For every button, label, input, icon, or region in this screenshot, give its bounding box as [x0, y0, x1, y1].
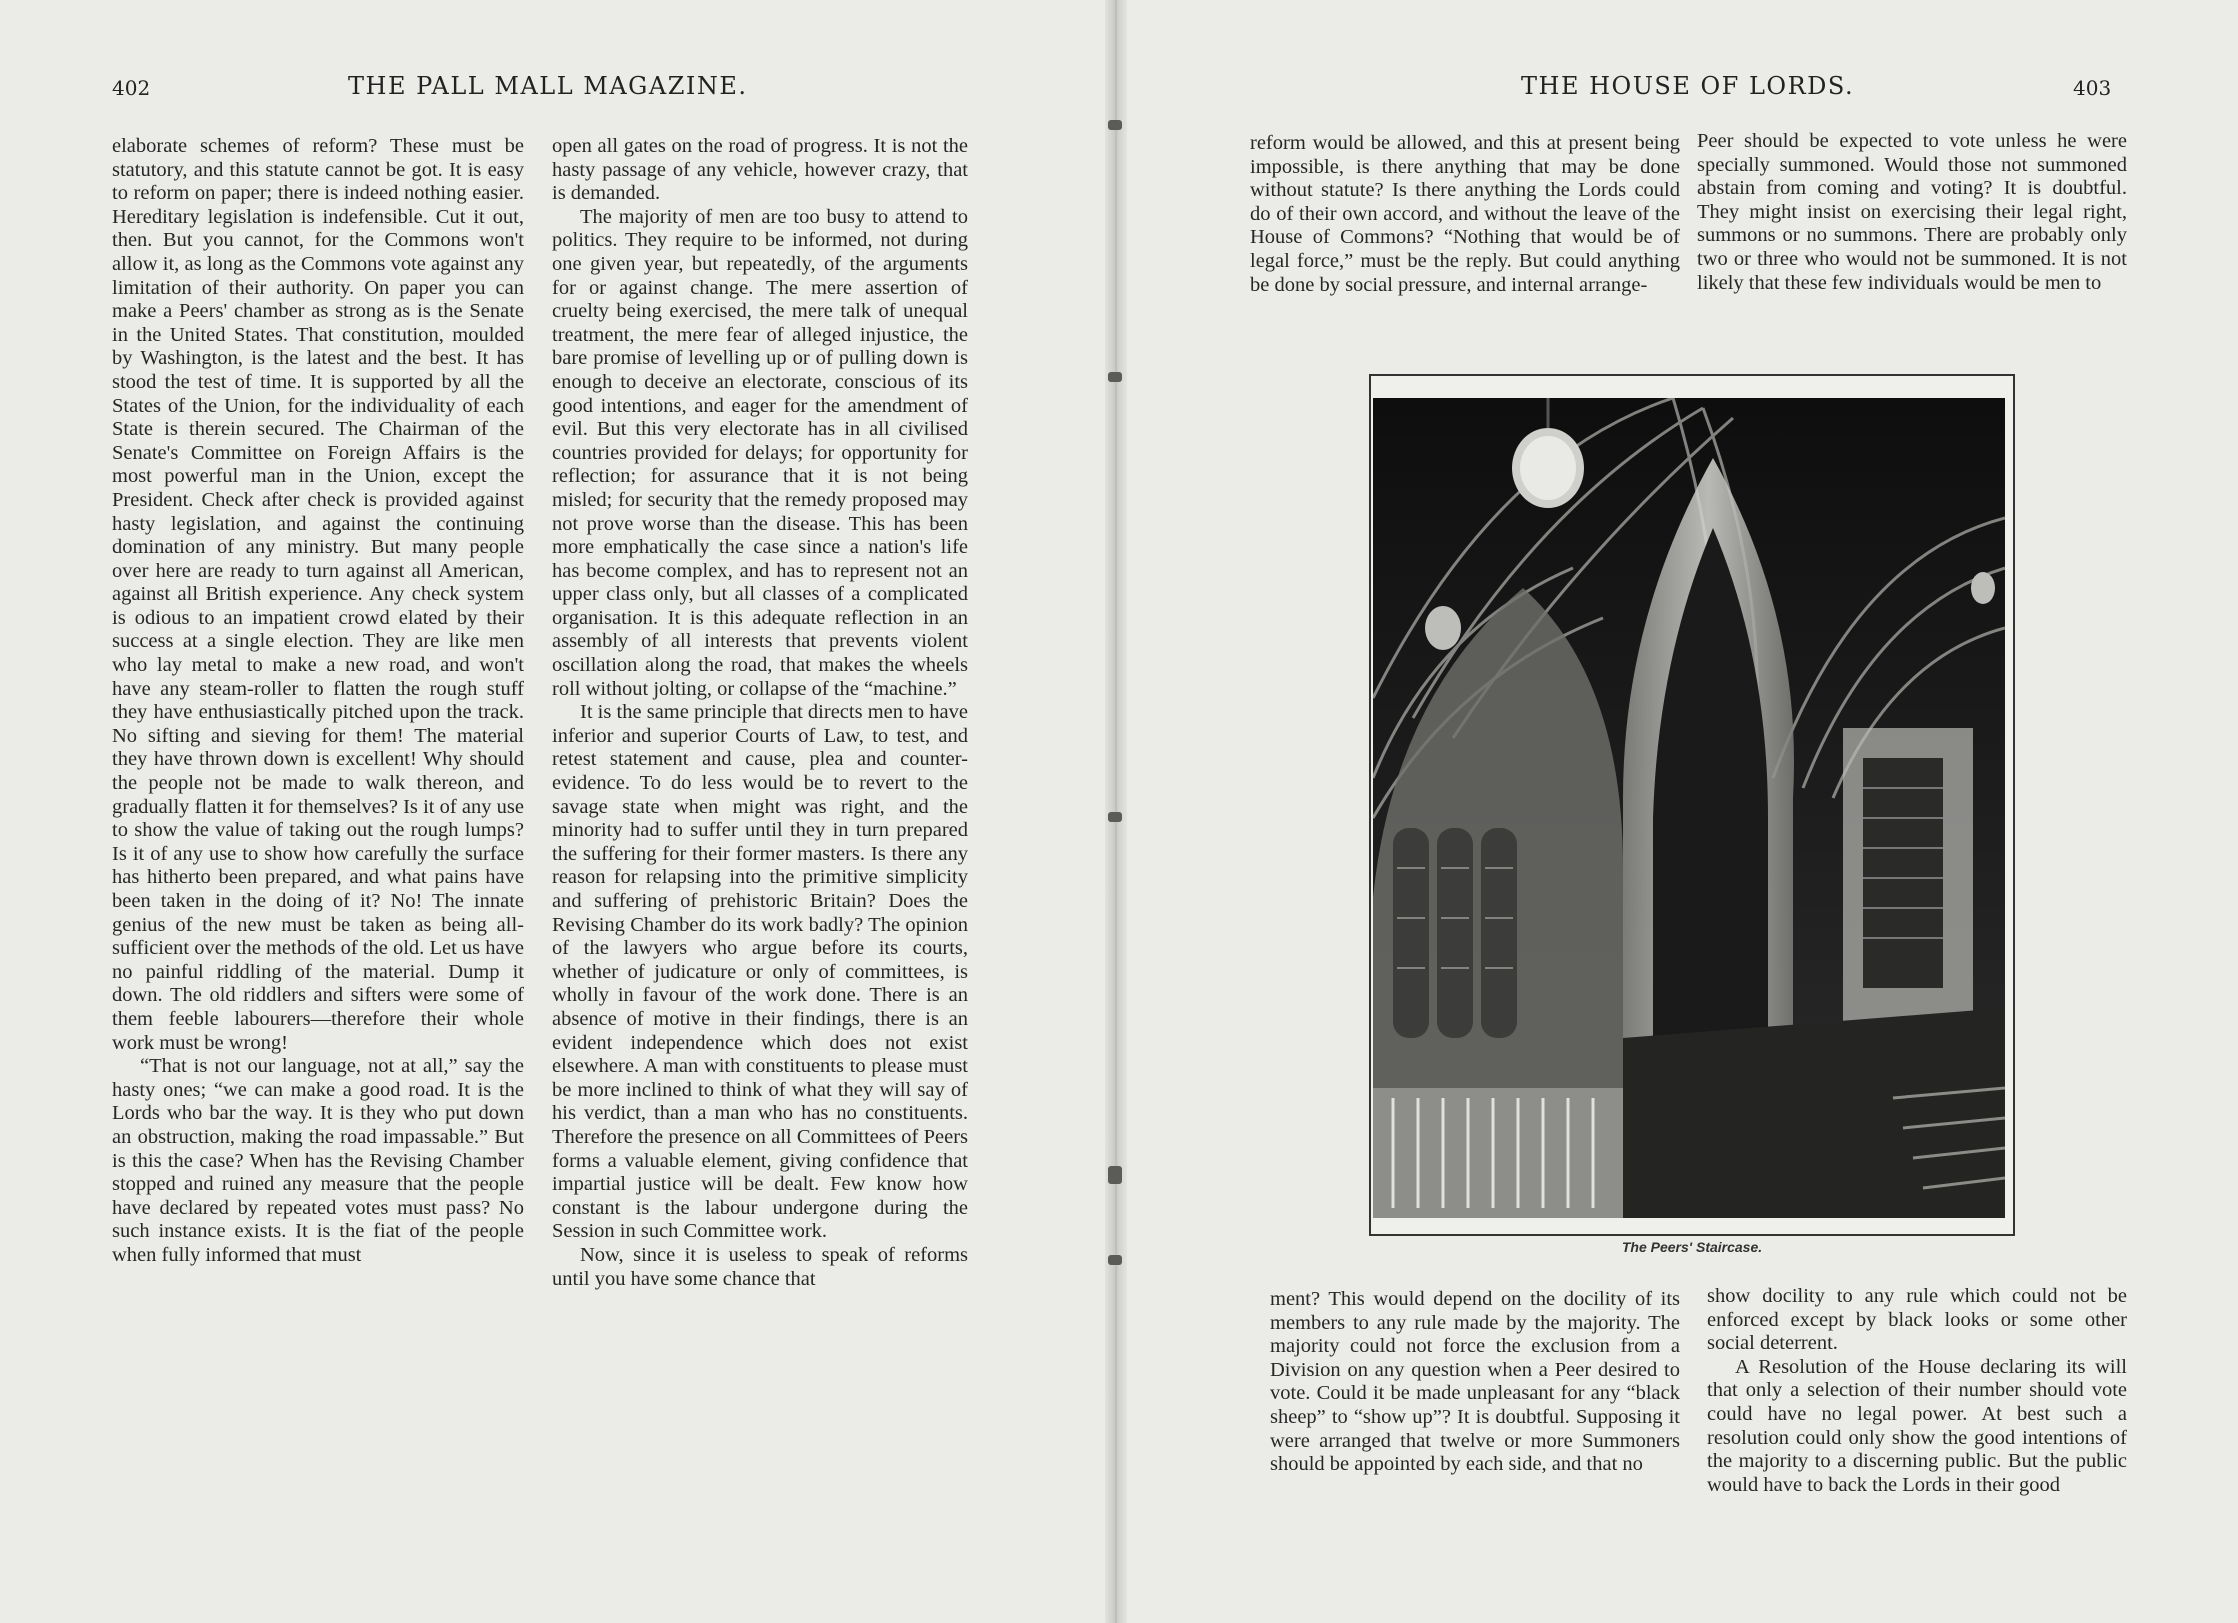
page-number: 402: [112, 76, 151, 100]
running-head: THE HOUSE OF LORDS.: [1521, 72, 1855, 100]
binding-stitch: [1108, 372, 1122, 382]
paragraph: elaborate schemes of reform? These must be statutory, and this statute cannot be got. It is easy to reform on paper; there is indeed nothing easier. Hereditary legislation is indefensible. Cut it out, then. But you cannot, for the Commons won't allow it, as long as the Commons vote against any limitation of their authority. On paper you can make a Peers' chamber as strong as is the Senate in the United States. That constitution, moulded by Washington, is the latest and the best. It has stood the test of time. It is supported by all the States of the Union, for the individuality of each State is therein secured. The Chairman of the Senate's Committee on Foreign Affairs is the most powerful man in the Union, except the President. Check after check is provided against hasty legislation, and against the continuing domination of any ministry. But many people over here are ready to turn against all American, against all British experience. Any check system is odious to an impatient crowd elated by their success at a single election. They are like men who lay metal to make a new road, and won't have any steam-roller to flatten the rough stuff they have enthusiastically pitched upon the track. No sifting and sieving for them! The material they have thrown down is excellent! Why should the people not be made to walk thereon, and gradually flatten it for themselves? Is it of any use to show the value of taking out the rough lumps? Is it of any use to show how carefully the surface has hitherto been prepared, and what pains have been taken in the doing of it? No! The innate genius of the new must be taken as being all-sufficient over the methods of the old. Let us have no painful riddling of the material. Dump it down. The old riddlers and sifters were some of them feeble labourers—therefore their whole work must be wrong!: [112, 135, 524, 1054]
staircase-illustration: [1373, 398, 2005, 1218]
running-head: THE PALL MALL MAGAZINE.: [348, 72, 748, 100]
binding-stitch: [1108, 1166, 1122, 1184]
binding-stitch: [1108, 120, 1122, 130]
text-column: [1270, 1288, 1680, 1477]
paragraph: “That is not our language, not at all,” say the hasty ones; “we can make a good road. It is the Lords who bar the way. It is they who put down an obstruction, making the road impassable.” But is this the case? When has the Revising Chamber stopped and ruined any measure that the people have declared by repeated votes must pass? No such instance exists. It is the fiat of the people when fully informed that must: [112, 1055, 524, 1266]
paragraph: open all gates on the road of progress. It is not the hasty passage of any vehicle, however crazy, that is demanded.: [552, 135, 968, 205]
text-column: [112, 135, 524, 1268]
paragraph: ment? This would depend on the docility of its members to any rule made by the majority. The majority could not force the exclusion from a Division on any question when a Peer desired to vote. Could it be made unpleasant for any “black sheep” to “show up”? It is doubtful. Supposing it were arranged that twelve or more Summoners should be appointed by each side, and that no: [1270, 1288, 1680, 1476]
text-column: [1250, 132, 1680, 297]
paragraph: reform would be allowed, and this at present being impossible, is there anything that may be done without statute? Is there anything the Lords could do of their own accord, and without the leave of the House of Commons? “Nothing that would be of legal force,” must be the reply. But could anything be done by social pressure, and internal arrange-: [1250, 132, 1680, 296]
paragraph: show docility to any rule which could not be enforced except by black looks or some other social deterrent.: [1707, 1285, 2127, 1355]
binding-stitch: [1108, 812, 1122, 822]
text-column: [1697, 130, 2127, 295]
paragraph: It is the same principle that directs men to have inferior and superior Courts of Law, to test, and retest statement and cause, plea and counter-evidence. To do less would be to revert to the savage state when might was right, and the minority had to suffer until they in turn prepared the suffering for their former masters. Is there any reason for relapsing into the primitive simplicity and suffering of prehistoric Britain? Does the Revising Chamber do its work badly? The opinion of the lawyers who argue before its courts, whether of judicature or only of committees, is wholly in favour of the work done. There is an absence of motive in their findings, there is an evident independence which does not exist elsewhere. A man with constituents to please must be more inclined to think of what they will say of his verdict, than a man who has no constituents. Therefore the presence on all Committees of Peers forms a valuable element, giving confidence that impartial justice will be dealt. Few know how constant is the labour undergone during the Session in such Committee work.: [552, 701, 968, 1243]
staircase-photograph: [1373, 398, 2005, 1218]
paragraph: The majority of men are too busy to attend to politics. They require to be informed, not during one given year, but repeatedly, of the arguments for or against change. The mere assertion of cruelty being exercised, the mere talk of unequal treatment, the mere fear of alleged injustice, the bare promise of levelling up or of pulling down is enough to deceive an electorate, conscious of its good intentions, and eager for the amendment of evil. But this very electorate has in all civilised countries provided for delays; for opportunity for reflection; for assurance that it is not being misled; for security that the remedy proposed may not prove worse than the disease. This has been more emphatically the case since a nation's life has become complex, and has to represent not an upper class only, but all classes of a complicated organisation. It is this adequate reflection in an assembly of all interests that prevents violent oscillation along the road, that makes the wheels roll without jolting, or collapse of the “machine.”: [552, 205, 968, 700]
left-page: [0, 0, 1115, 1623]
paragraph: Now, since it is useless to speak of reforms until you have some chance that: [552, 1243, 968, 1290]
paragraph: A Resolution of the House declaring its will that only a selection of their number should vote could have no legal power. At best such a resolution could only show the good intentions of the majority to a discerning public. But the public would have to back the Lords in their good: [1707, 1355, 2127, 1496]
binding-stitch: [1108, 1255, 1122, 1265]
page-number: 403: [2073, 76, 2112, 100]
figure-caption: The Peers' Staircase.: [1621, 1239, 1763, 1255]
text-column: [552, 135, 968, 1291]
paragraph: Peer should be expected to vote unless he were specially summoned. Would those not summoned abstain from coming and voting? It is doubtful. They might insist on exercising their legal right, summons or no summons. There are probably only two or three who would not be summoned. It is not likely that these few individuals would be men to: [1697, 130, 2127, 294]
text-column: [1707, 1285, 2127, 1497]
